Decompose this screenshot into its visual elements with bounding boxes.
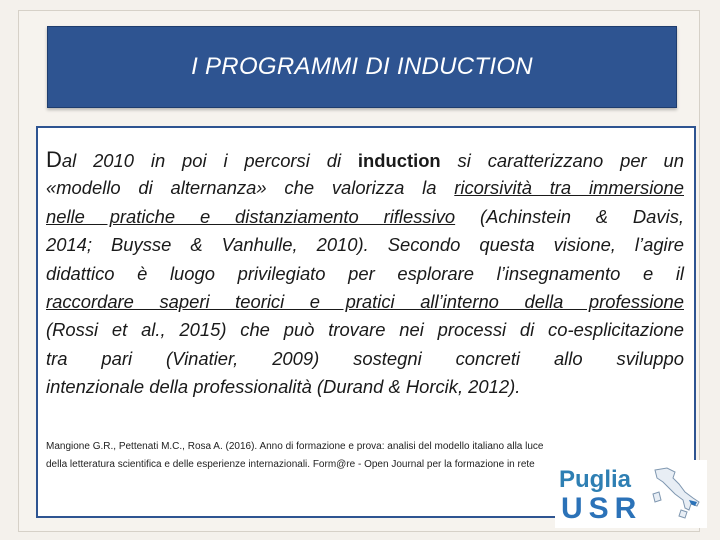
body-line-4	[46, 231, 684, 259]
body-line-2	[46, 174, 684, 202]
text-run: 2014; Buysse & Vanhulle, 2010). Secondo questa visione, l’agire	[46, 234, 684, 256]
underlined-phrase: nelle pratiche e distanziamento riflessivo	[46, 205, 456, 227]
reference-line-2: della letteratura scientifica e delle esperienze internazionali. Form@re - Open Journal per la formazione in rete	[46, 459, 535, 470]
underlined-phrase: raccordare saperi teorici e pratici all’interno della professione	[46, 290, 684, 312]
text-run: (Rossi et al., 2015) che può trovare nei processi di co-esplicitazione	[46, 319, 684, 341]
text-run: (Achinstein & Davis,	[455, 205, 684, 227]
text-run: intenzionale della professionalità (Durand & Horcik, 2012).	[46, 376, 521, 398]
text-run: si caratterizzano per un	[440, 150, 684, 171]
text-run: al 2010 in poi i percorsi di	[61, 150, 358, 171]
body-line-6	[46, 288, 684, 316]
body-line-8	[46, 345, 684, 373]
body-line-1	[46, 146, 684, 174]
logo-bottom-text: USR	[561, 492, 643, 525]
text-run: «modello di alternanza» che valorizza la	[46, 177, 455, 199]
reference-line-1: Mangione G.R., Pettenati M.C., Rosa A. (2016). Anno di formazione e prova: analisi del modello italiano alla luce	[46, 441, 544, 452]
logo-top-text: Puglia	[559, 466, 632, 493]
body-line-7	[46, 316, 684, 344]
bold-term: induction	[357, 150, 441, 171]
body-line-5	[46, 260, 684, 288]
italy-map-icon	[645, 464, 705, 526]
puglia-usr-logo	[555, 460, 707, 528]
text-run: tra pari (Vinatier, 2009) sostegni concreti allo sviluppo	[46, 347, 684, 369]
slide-title: I PROGRAMMI DI INDUCTION	[191, 53, 533, 80]
body-paragraph	[46, 146, 684, 402]
body-line-3	[46, 203, 684, 231]
title-banner	[47, 26, 677, 108]
underlined-phrase: ricorsività tra immersione	[454, 177, 684, 199]
body-line-9	[46, 373, 684, 401]
text-run: D	[46, 147, 62, 172]
text-run: didattico è luogo privilegiato per esplorare l’insegnamento e il	[46, 262, 684, 284]
